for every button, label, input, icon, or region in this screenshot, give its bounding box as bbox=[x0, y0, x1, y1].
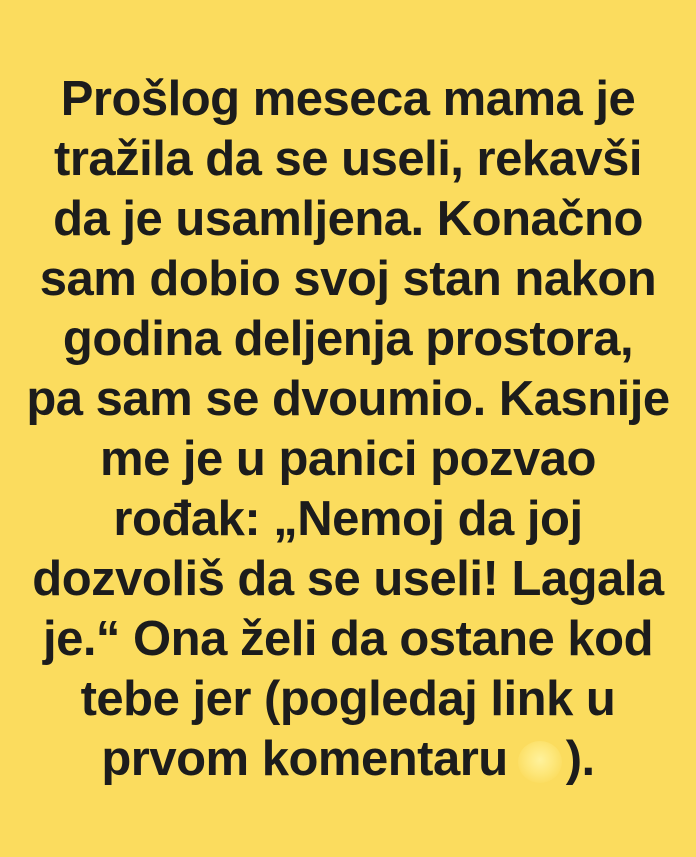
quote-line: me je u panici pozvao bbox=[100, 431, 596, 486]
quote-last-line bbox=[26, 729, 669, 789]
quote-line: pa sam se dvoumio. Kasnije bbox=[26, 371, 670, 426]
quote-line: da je usamljena. Konačno bbox=[53, 191, 643, 246]
quote-line: je.“ Ona želi da ostane kod bbox=[42, 611, 654, 666]
quote-line: rođak: „Nemoj da joj bbox=[113, 491, 583, 546]
quote-line: Prošlog meseca mama je bbox=[60, 71, 636, 126]
quote-line: tražila da se useli, rekavši bbox=[54, 131, 642, 186]
quote-text bbox=[26, 69, 669, 789]
quote-line: sam dobio svoj stan nakon bbox=[39, 251, 657, 306]
quote-line: godina deljenja prostora, bbox=[62, 311, 634, 366]
quote-last-line-closing: ). bbox=[565, 731, 595, 786]
quote-last-line-text: prvom komentaru bbox=[101, 731, 508, 786]
backhand-index-pointing-down-emoji bbox=[518, 741, 562, 783]
quote-line: dozvoliš da se useli! Lagala bbox=[32, 551, 664, 606]
quote-line: tebe jer (pogledaj link u bbox=[80, 671, 616, 726]
